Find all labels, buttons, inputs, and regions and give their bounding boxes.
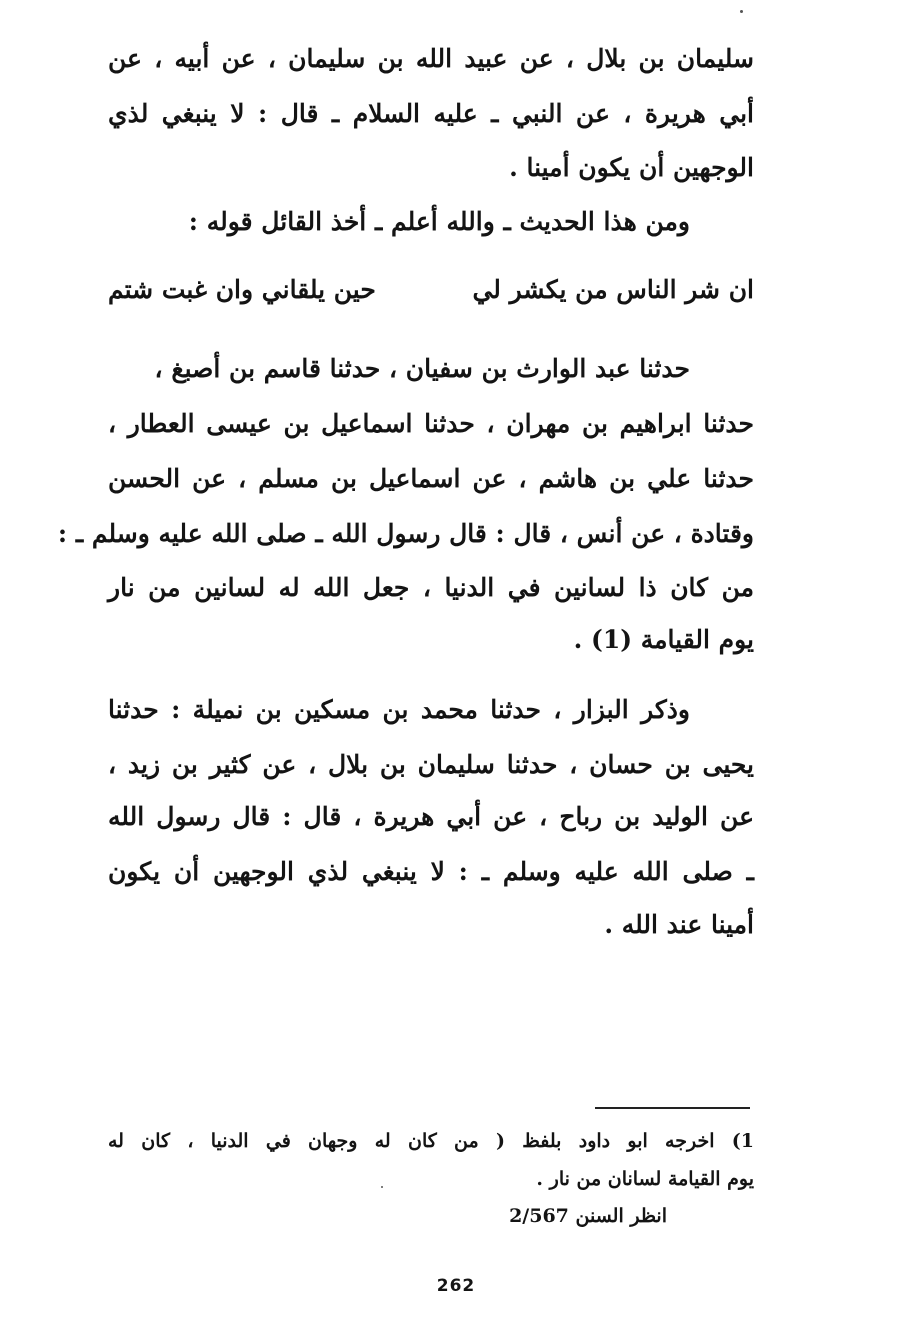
text-line: سليمان بن بلال ، عن عبيد الله بن سليمان ، عن أبيه ، عن <box>108 44 754 73</box>
footnote-line: انظر السنن 2/567 <box>509 1205 667 1227</box>
text-line: أبي هريرة ، عن النبي ـ عليه السلام ـ قال : لا ينبغي لذي <box>108 99 754 128</box>
text-line: وذكر البزار ، حدثنا محمد بن مسكين بن نميلة : حدثنا <box>108 695 690 724</box>
footnote-line: 1) اخرجه ابو داود بلفظ ( من كان له وجهان في الدنيا ، كان له <box>108 1130 754 1152</box>
text-line: ومن هذا الحديث ـ والله أعلم ـ أخذ القائل قوله : <box>188 207 690 236</box>
text-line: حدثنا ابراهيم بن مهران ، حدثنا اسماعيل بن عيسى العطار ، <box>108 409 754 438</box>
scan-speck <box>381 1186 383 1188</box>
footnote-separator <box>595 1107 750 1109</box>
text-line: حدثنا عبد الوارث بن سفيان ، حدثنا قاسم بن أصبغ ، <box>154 354 690 383</box>
footnote-line: يوم القيامة لسانان من نار . <box>536 1168 754 1190</box>
text-line: يوم القيامة (1) . <box>573 625 754 654</box>
text-line: ـ صلى الله عليه وسلم ـ : لا ينبغي لذي الوجهين أن يكون <box>108 857 754 886</box>
text-line: عن الوليد بن رباح ، عن أبي هريرة ، قال : قال رسول الله <box>108 802 754 831</box>
scan-speck <box>740 10 743 13</box>
text-line: وقتادة ، عن أنس ، قال : قال رسول الله ـ صلى الله عليه وسلم ـ : <box>57 519 754 548</box>
text-line: الوجهين أن يكون أمينا . <box>509 153 754 182</box>
text-line: يحيى بن حسان ، حدثنا سليمان بن بلال ، عن كثير بن زيد ، <box>108 750 754 779</box>
page-number: 262 <box>436 1276 476 1296</box>
text-line: من كان ذا لسانين في الدنيا ، جعل الله له لسانين من نار <box>108 573 754 602</box>
verse-second-hemistich: حين يلقاني وان غبت شتم <box>108 275 376 304</box>
text-line: حدثنا علي بن هاشم ، عن اسماعيل بن مسلم ، عن الحسن <box>108 464 754 493</box>
text-line: أمينا عند الله . <box>604 910 754 939</box>
verse-first-hemistich: ان شر الناس من يكشر لي <box>472 275 754 304</box>
